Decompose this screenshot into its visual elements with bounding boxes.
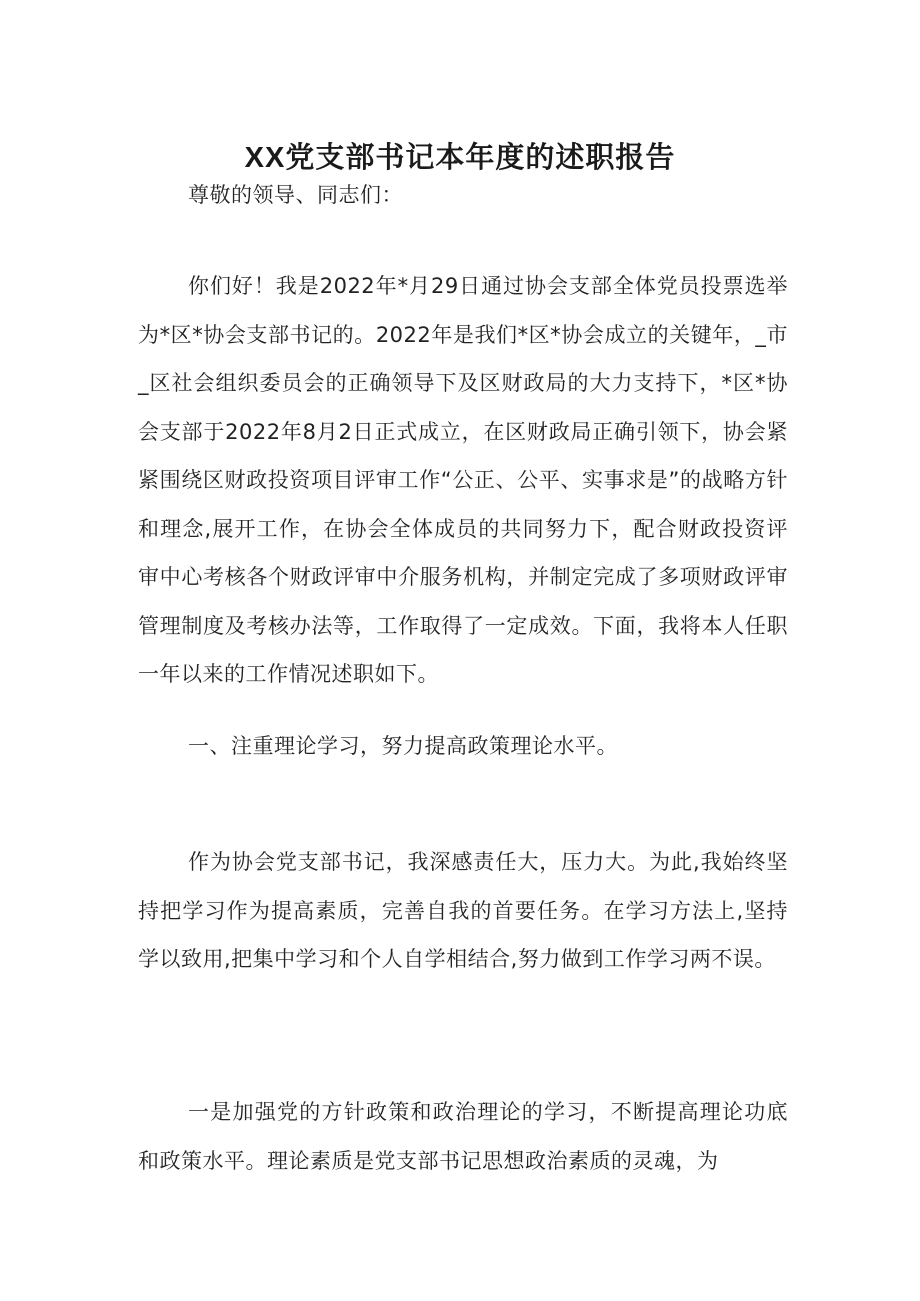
title-prefix: XX — [244, 142, 286, 175]
salutation: 尊敬的领导、同志们： — [188, 183, 403, 207]
title-text: 党支部书记本年度的述职报告 — [285, 140, 676, 175]
section-heading-1: 一、注重理论学习，努力提高政策理论水平。 — [188, 734, 618, 758]
intro-paragraph: 你们好！我是2022年*月29日通过协会支部全体党员投票选举为*区*协会支部书记的。2022年是我们*区*协会成立的关键年，_市_区社会组织委员会的正确领导下及区财政局的大力支持下，*区*协会支部于2022年8月2日正式成立，在区财政局正确引领下，协会紧紧围绕区财政投资项目评审工作“公正、公平、实事求是”的战略方针和理念,展开工作，在协会全体成员的共同努力下，配合财政投资评审中心考核各个财政评审中介服务机构，并制定完成了多项财政评审管理制度及考核办法等，工作取得了一定成效。下面，我将本人任职一年以来的工作情况述职如下。 — [138, 274, 788, 686]
section-1-body: 作为协会党支部书记，我深感责任大，压力大。为此,我始终坚持把学习作为提高素质，完善自我的首要任务。在学习方法上,坚持学以致用,把集中学习和个人自学相结合,努力做到工作学习两不误。 — [138, 850, 788, 971]
point-1-paragraph: 一是加强党的方针政策和政治理论的学习，不断提高理论功底和政策水平。理论素质是党支部书记思想政治素质的灵魂，为 — [138, 1100, 788, 1173]
